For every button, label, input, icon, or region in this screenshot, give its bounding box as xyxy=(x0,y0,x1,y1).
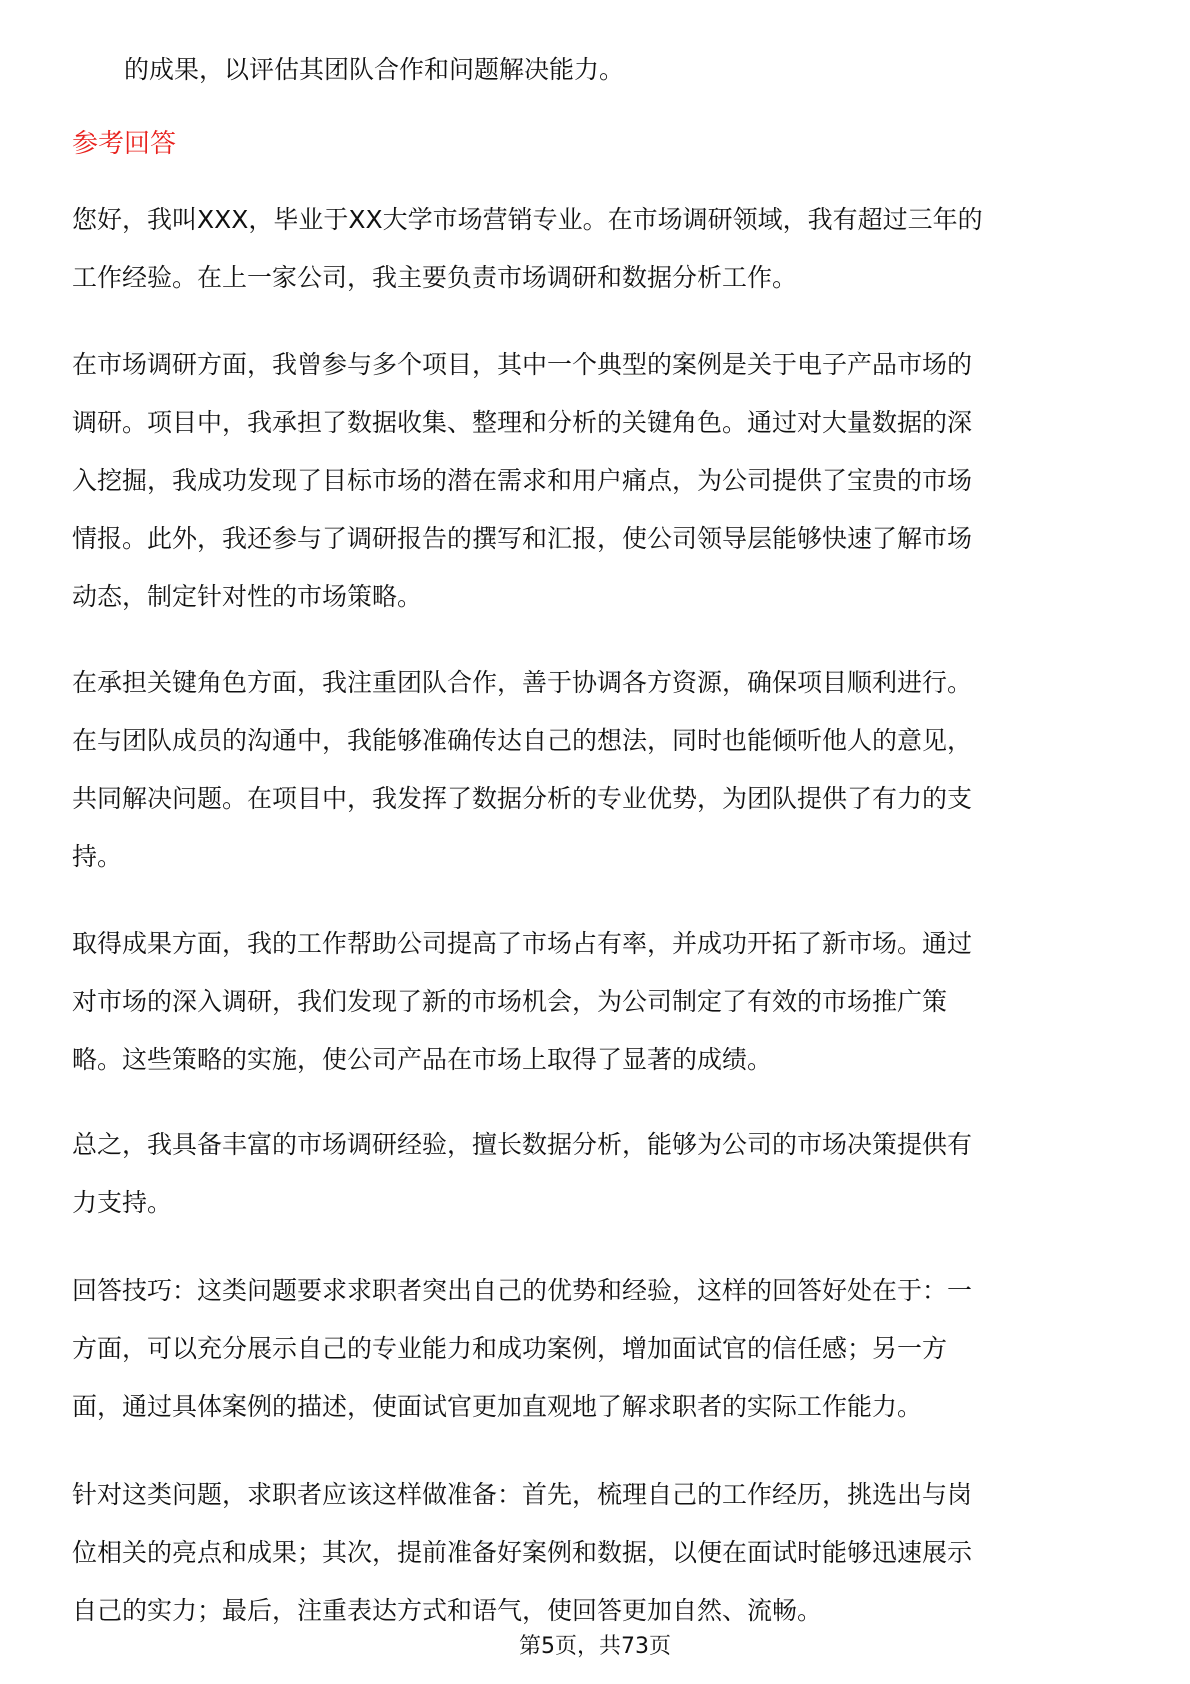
paragraph-line: 您好，我叫XXX，毕业于XX大学市场营销专业。在市场调研领域，我有超过三年的 xyxy=(72,205,983,234)
paragraph-line: 方面，可以充分展示自己的专业能力和成功案例，增加面试官的信任感；另一方 xyxy=(72,1334,948,1363)
paragraph xyxy=(72,191,983,307)
paragraph-line: 在与团队成员的沟通中，我能够准确传达自己的想法，同时也能倾听他人的意见， xyxy=(72,726,973,755)
paragraph-line: 情报。此外，我还参与了调研报告的撰写和汇报，使公司领导层能够快速了解市场 xyxy=(72,524,973,553)
paragraph-line: 入挖掘，我成功发现了目标市场的潜在需求和用户痛点，为公司提供了宝贵的市场 xyxy=(72,466,973,495)
paragraph xyxy=(72,1466,972,1640)
paragraph-line: 动态，制定针对性的市场策略。 xyxy=(72,582,423,611)
paragraph-line: 面，通过具体案例的描述，使面试官更加直观地了解求职者的实际工作能力。 xyxy=(72,1392,923,1421)
paragraph xyxy=(72,1116,972,1232)
page-number: 第5页，共73页 xyxy=(519,1634,671,1659)
section-heading: 参考回答 xyxy=(72,129,177,159)
paragraph-line: 持。 xyxy=(72,842,123,871)
paragraph-line: 共同解决问题。在项目中，我发挥了数据分析的专业优势，为团队提供了有力的支 xyxy=(72,784,973,813)
paragraph-line: 回答技巧：这类问题要求求职者突出自己的优势和经验，这样的回答好处在于：一 xyxy=(72,1276,973,1305)
paragraph-line: 针对这类问题，求职者应该这样做准备：首先，梳理自己的工作经历，挑选出与岗 xyxy=(72,1480,973,1509)
paragraph-line: 对市场的深入调研，我们发现了新的市场机会，为公司制定了有效的市场推广策 xyxy=(72,987,948,1016)
continuation-text: 的成果，以评估其团队合作和问题解决能力。 xyxy=(124,55,625,84)
paragraph-line: 在市场调研方面，我曾参与多个项目，其中一个典型的案例是关于电子产品市场的 xyxy=(72,350,973,379)
paragraph xyxy=(72,336,972,626)
paragraph-line: 自己的实力；最后，注重表达方式和语气，使回答更加自然、流畅。 xyxy=(72,1596,823,1625)
paragraph xyxy=(72,915,972,1089)
paragraph-line: 调研。项目中，我承担了数据收集、整理和分析的关键角色。通过对大量数据的深 xyxy=(72,408,973,437)
paragraph-line: 工作经验。在上一家公司，我主要负责市场调研和数据分析工作。 xyxy=(72,263,798,292)
paragraph xyxy=(72,654,972,886)
paragraph xyxy=(72,1262,972,1436)
paragraph-line: 略。这些策略的实施，使公司产品在市场上取得了显著的成绩。 xyxy=(72,1045,773,1074)
paragraph-line: 在承担关键角色方面，我注重团队合作，善于协调各方资源，确保项目顺利进行。 xyxy=(72,668,973,697)
paragraph-line: 力支持。 xyxy=(72,1188,173,1217)
paragraph-line: 取得成果方面，我的工作帮助公司提高了市场占有率，并成功开拓了新市场。通过 xyxy=(72,929,973,958)
paragraph-line: 位相关的亮点和成果；其次，提前准备好案例和数据，以便在面试时能够迅速展示 xyxy=(72,1538,973,1567)
paragraph-line: 总之，我具备丰富的市场调研经验，擅长数据分析，能够为公司的市场决策提供有 xyxy=(72,1130,973,1159)
